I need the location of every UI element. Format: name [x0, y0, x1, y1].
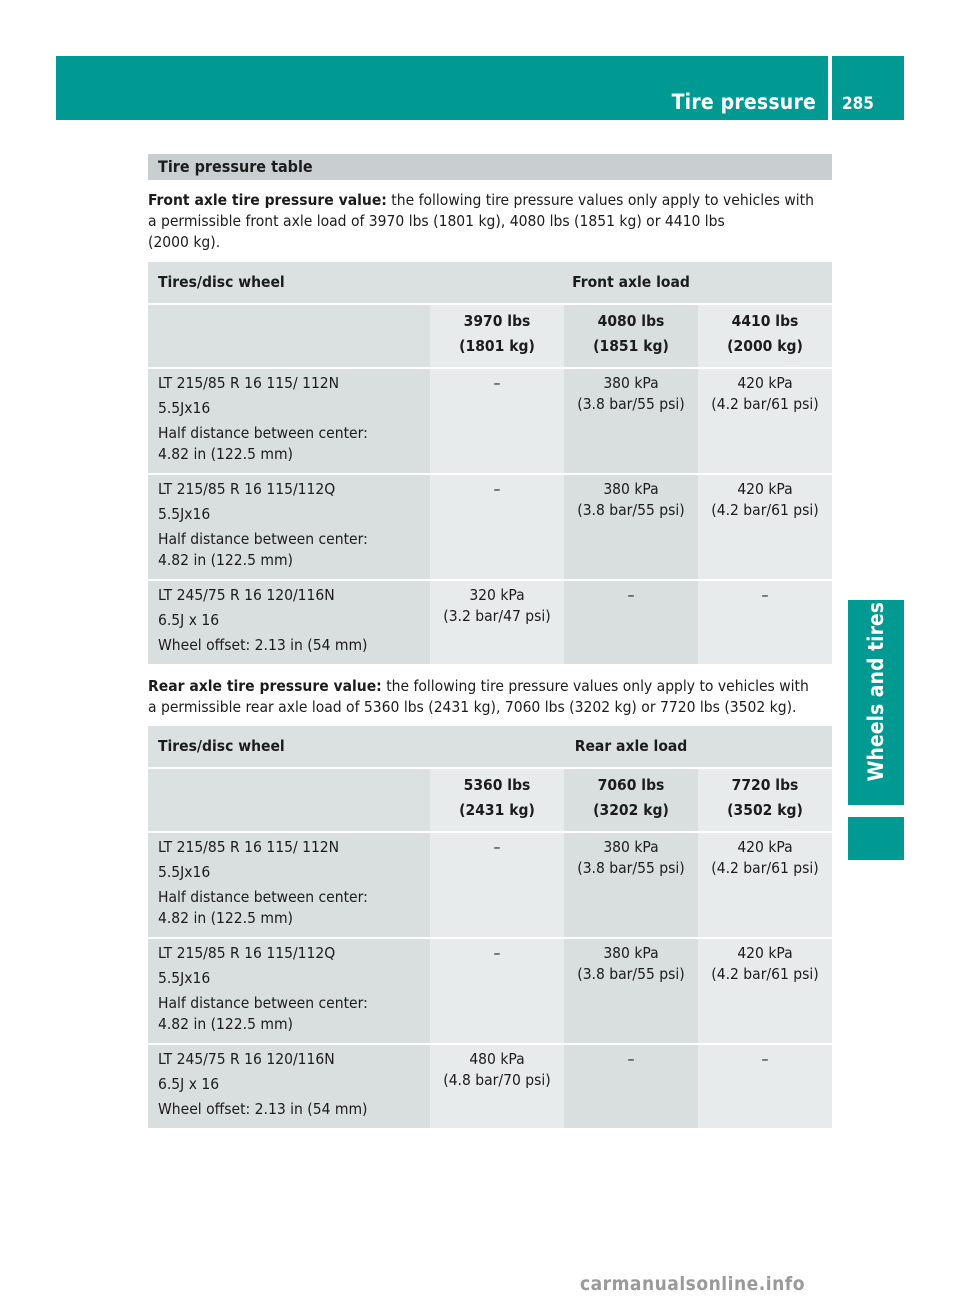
rear-col-group: Rear axle load [430, 726, 832, 769]
tire-spec: LT 215/85 R 16 115/ 112N 5.5Jx16 Half distance between center: 4.82 in (122.5 mm) [148, 833, 430, 939]
rear-load-empty [148, 769, 430, 833]
pressure-value: – [430, 369, 564, 475]
front-load-3: 4410 lbs (2000 kg) [698, 305, 832, 369]
tire-spec: LT 245/75 R 16 120/116N 6.5J x 16 Wheel offset: 2.13 in (54 mm) [148, 1045, 430, 1130]
pressure-value: 380 kPa (3.8 bar/55 psi) [564, 369, 698, 475]
rear-load-row [148, 769, 832, 833]
pressure-value: – [564, 581, 698, 666]
table-row [148, 1045, 832, 1130]
side-tab [848, 600, 904, 805]
rear-header-row [148, 726, 832, 769]
table-row [148, 939, 832, 1045]
header-bar [56, 56, 828, 120]
front-intro-line1: the following tire pressure values only apply to vehicles with [391, 191, 814, 209]
rear-load-1: 5360 lbs (2431 kg) [430, 769, 564, 833]
front-load-1: 3970 lbs (1801 kg) [430, 305, 564, 369]
pressure-value: 380 kPa (3.8 bar/55 psi) [564, 939, 698, 1045]
table-row [148, 833, 832, 939]
front-col-tires: Tires/disc wheel [148, 262, 430, 305]
rear-intro-line1: the following tire pressure values only apply to vehicles with [386, 677, 809, 695]
pressure-value: 420 kPa (4.2 bar/61 psi) [698, 939, 832, 1045]
tire-spec: LT 215/85 R 16 115/112Q 5.5Jx16 Half distance between center: 4.82 in (122.5 mm) [148, 939, 430, 1045]
rear-load-3: 7720 lbs (3502 kg) [698, 769, 832, 833]
rear-axle-table [148, 726, 832, 1130]
tire-spec: LT 215/85 R 16 115/ 112N 5.5Jx16 Half distance between center: 4.82 in (122.5 mm) [148, 369, 430, 475]
rear-load-2: 7060 lbs (3202 kg) [564, 769, 698, 833]
pressure-value: – [430, 833, 564, 939]
pressure-value: – [430, 475, 564, 581]
tire-spec: LT 215/85 R 16 115/112Q 5.5Jx16 Half distance between center: 4.82 in (122.5 mm) [148, 475, 430, 581]
pressure-value: – [564, 1045, 698, 1130]
tire-spec: LT 245/75 R 16 120/116N 6.5J x 16 Wheel offset: 2.13 in (54 mm) [148, 581, 430, 666]
rear-intro [148, 676, 832, 718]
pressure-value: 380 kPa (3.8 bar/55 psi) [564, 833, 698, 939]
front-header-row [148, 262, 832, 305]
side-tab-marker [848, 817, 904, 860]
watermark: carmanualsonline.info [580, 1273, 805, 1295]
front-intro-label: Front axle tire pressure value: [148, 191, 387, 209]
front-load-empty [148, 305, 430, 369]
page-number-box [832, 56, 904, 120]
pressure-value: 320 kPa (3.2 bar/47 psi) [430, 581, 564, 666]
front-load-row [148, 305, 832, 369]
front-axle-table [148, 262, 832, 666]
rear-intro-line2: a permissible rear axle load of 5360 lbs (2431 kg), 7060 lbs (3202 kg) or 7720 lbs (3502 kg). [148, 698, 797, 716]
front-intro-line2: a permissible front axle load of 3970 lbs (1801 kg), 4080 lbs (1851 kg) or 4410 lbs [148, 212, 725, 230]
pressure-value: 420 kPa (4.2 bar/61 psi) [698, 475, 832, 581]
pressure-value: – [430, 939, 564, 1045]
table-row [148, 475, 832, 581]
pressure-value: 480 kPa (4.8 bar/70 psi) [430, 1045, 564, 1130]
pressure-value: 420 kPa (4.2 bar/61 psi) [698, 833, 832, 939]
section-heading: Tire pressure table [148, 154, 832, 180]
front-intro [148, 190, 832, 253]
rear-intro-label: Rear axle tire pressure value: [148, 677, 382, 695]
pressure-value: – [698, 1045, 832, 1130]
table-row [148, 369, 832, 475]
side-tab-label: Wheels and tires [864, 602, 888, 782]
page-number: 285 [842, 94, 874, 114]
front-intro-line3: (2000 kg). [148, 233, 221, 251]
rear-col-tires: Tires/disc wheel [148, 726, 430, 769]
pressure-value: – [698, 581, 832, 666]
table-row [148, 581, 832, 666]
header-title: Tire pressure [671, 90, 816, 114]
pressure-value: 380 kPa (3.8 bar/55 psi) [564, 475, 698, 581]
front-load-2: 4080 lbs (1851 kg) [564, 305, 698, 369]
front-col-group: Front axle load [430, 262, 832, 305]
pressure-value: 420 kPa (4.2 bar/61 psi) [698, 369, 832, 475]
